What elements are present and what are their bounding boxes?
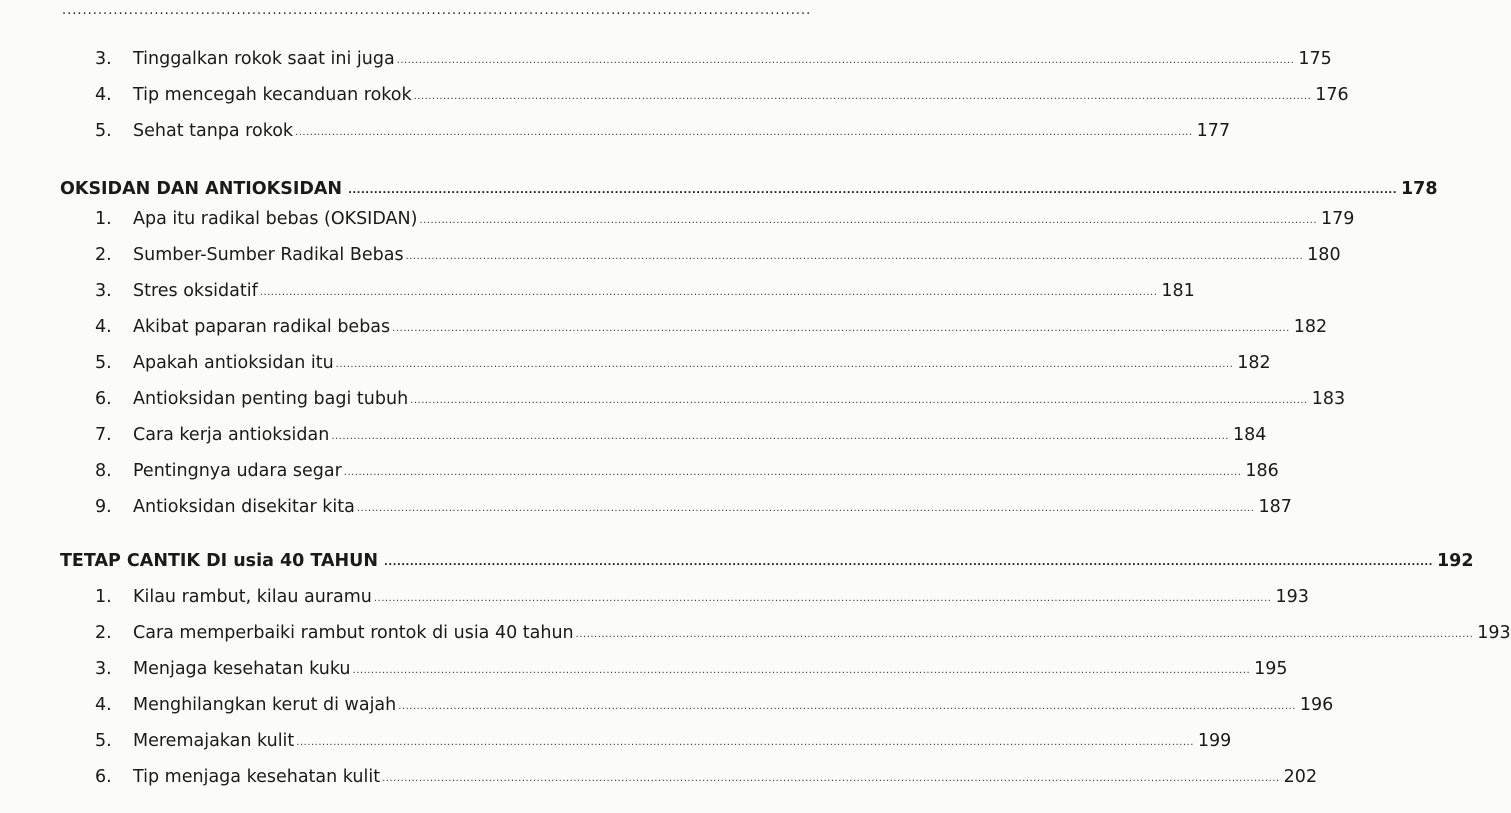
entry-title: Apakah antioksidan itu — [133, 353, 334, 373]
toc-entry — [95, 36, 1332, 70]
entry-title: Apa itu radikal bebas (OKSIDAN) — [133, 209, 418, 229]
entry-number: 1. — [95, 209, 112, 229]
toc-entry — [95, 196, 1355, 230]
entry-number: 7. — [95, 425, 112, 445]
toc-entry — [95, 448, 1279, 482]
entry-page: 202 — [1283, 767, 1318, 787]
entry-page: 193 — [1477, 623, 1511, 643]
entry-title: Tip menjaga kesehatan kulit — [133, 767, 381, 787]
entry-title: Sumber-Sumber Radikal Bebas — [133, 245, 404, 265]
toc-entry — [95, 108, 1231, 142]
entry-title: Tinggalkan rokok saat ini juga — [133, 49, 395, 69]
entry-title: Antioksidan penting bagi tubuh — [133, 389, 409, 409]
dot-leader: .................................................................................................................................................................................................................................................... — [405, 251, 1304, 262]
toc-entry — [95, 574, 1309, 608]
toc-entry — [95, 72, 1349, 106]
entry-number: 3. — [95, 49, 112, 69]
section-title: TETAP CANTIK DI usia 40 TAHUN — [60, 551, 379, 571]
toc-entry — [95, 304, 1328, 338]
dot-leader: .................................................................................................................................................................................................................................................... — [392, 323, 1290, 334]
entry-number: 5. — [95, 121, 112, 141]
dot-leader: .................................................................................................................................................................................................................................................... — [331, 431, 1229, 442]
toc-entry — [95, 340, 1271, 374]
entry-page: 195 — [1254, 659, 1288, 679]
toc-entry — [95, 412, 1267, 446]
entry-page: 179 — [1321, 209, 1355, 229]
dot-leader: .................................................................................................................................................................................................................................................... — [575, 629, 1474, 640]
entry-number: 5. — [95, 731, 112, 751]
dot-leader: .................................................................................................................................................................................................................................................... — [295, 127, 1193, 138]
entry-number: 9. — [95, 497, 112, 517]
entry-title: Stres oksidatif — [133, 281, 258, 301]
entry-number: 6. — [95, 767, 112, 787]
toc-entry — [95, 484, 1292, 518]
entry-number: 6. — [95, 389, 112, 409]
dot-leader: .................................................................................................................................................................................................................................................... — [259, 287, 1158, 298]
entry-page: 175 — [1298, 49, 1332, 69]
dot-leader: .................................................................................................................................................................................................................................................... — [343, 467, 1242, 478]
entry-number: 5. — [95, 353, 112, 373]
dot-leader: .................................................................................................................................................................................................................................................... — [335, 359, 1234, 370]
entry-title: Kilau rambut, kilau auramu — [133, 587, 372, 607]
entry-number: 3. — [95, 659, 112, 679]
dot-leader: .................................................................................................................................................................................................................................................... — [410, 395, 1308, 406]
section-page: 192 — [1436, 551, 1474, 571]
toc-entry — [95, 610, 1511, 644]
section-page: 178 — [1401, 179, 1438, 199]
entry-page: 181 — [1161, 281, 1195, 301]
entry-number: 2. — [95, 245, 112, 265]
dot-leader: .................................................................................................................................................................................................................................................... — [296, 737, 1194, 748]
dot-leader: .................................................................................................................................................................................................................................................... — [373, 593, 1272, 604]
dot-leader: .................................................................................................................................................................................................................................................... — [384, 557, 1433, 568]
entry-title: Antioksidan disekitar kita — [133, 497, 355, 517]
toc-entry — [95, 754, 1318, 788]
section-heading — [60, 166, 1438, 200]
toc-entry — [95, 646, 1288, 680]
entry-number: 3. — [95, 281, 112, 301]
toc-entry — [95, 682, 1334, 716]
toc-entry — [95, 718, 1232, 752]
dot-leader: .................................................................................................................................................................................................................................................... — [419, 215, 1318, 226]
entry-number: 4. — [95, 85, 112, 105]
entry-page: 193 — [1275, 587, 1309, 607]
dot-leader: .................................................................................................................................................................................................................................................... — [396, 55, 1295, 66]
entry-title: Tip mencegah kecanduan rokok — [133, 85, 412, 105]
toc-entry — [95, 376, 1346, 410]
entry-number: 2. — [95, 623, 112, 643]
entry-number: 8. — [95, 461, 112, 481]
dot-leader: .................................................................................................................................................................................................................................................... — [352, 665, 1251, 676]
entry-number: 1. — [95, 587, 112, 607]
entry-page: 182 — [1237, 353, 1271, 373]
entry-page: 199 — [1197, 731, 1232, 751]
entry-title: Menjaga kesehatan kuku — [133, 659, 351, 679]
entry-title: Menghilangkan kerut di wajah — [133, 695, 397, 715]
entry-page: 180 — [1307, 245, 1341, 265]
toc-entry — [95, 232, 1341, 266]
entry-page: 177 — [1196, 121, 1231, 141]
entry-title: Akibat paparan radikal bebas — [133, 317, 391, 337]
section-heading — [60, 538, 1474, 572]
dot-leader: .................................................................................................................................................................................................................................................... — [356, 503, 1255, 514]
toc-entry — [95, 268, 1195, 302]
section-title: OKSIDAN DAN ANTIOKSIDAN — [60, 179, 343, 199]
entry-title: Cara kerja antioksidan — [133, 425, 330, 445]
entry-page: 176 — [1315, 85, 1349, 105]
entry-page: 184 — [1232, 425, 1267, 445]
entry-title: Meremajakan kulit — [133, 731, 295, 751]
entry-number: 4. — [95, 695, 112, 715]
entry-page: 182 — [1293, 317, 1328, 337]
entry-page: 186 — [1245, 461, 1279, 481]
entry-page: 196 — [1299, 695, 1334, 715]
entry-number: 4. — [95, 317, 112, 337]
entry-title: Pentingnya udara segar — [133, 461, 342, 481]
entry-page: 183 — [1311, 389, 1346, 409]
entry-title: Cara memperbaiki rambut rontok di usia 40 tahun — [133, 623, 574, 643]
dot-leader: .................................................................................................................................................................................................................................................... — [382, 773, 1280, 784]
dot-leader: .................................................................................................................................................................................................................................................... — [413, 91, 1312, 102]
dot-leader: .................................................................................................................................................................................................................................................... — [398, 701, 1296, 712]
entry-title: Sehat tanpa rokok — [133, 121, 294, 141]
top-dotted-rule: .................................................................................................................................................. — [62, 3, 812, 18]
entry-page: 187 — [1258, 497, 1292, 517]
dot-leader: .................................................................................................................................................................................................................................................... — [348, 185, 1397, 196]
